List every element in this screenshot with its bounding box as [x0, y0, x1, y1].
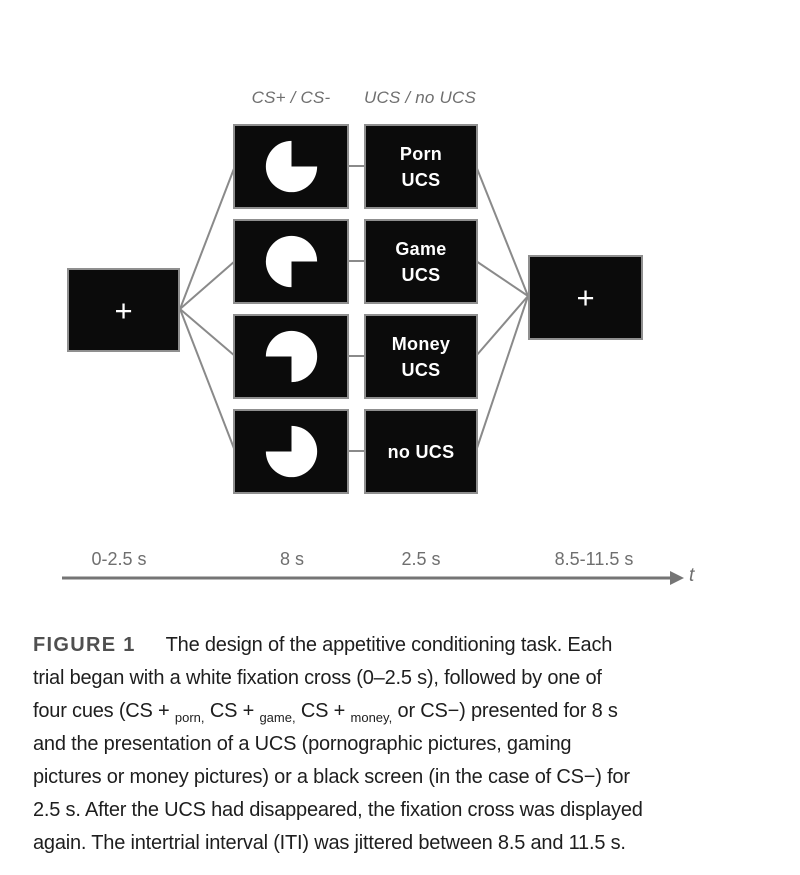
- timeline-arrow: [62, 571, 684, 585]
- caption-text-segment: CS +: [295, 700, 351, 722]
- column-header-cs: CS+ / CS-: [251, 88, 331, 107]
- caption-line: [33, 794, 793, 827]
- caption-text-segment: CS +: [204, 700, 260, 722]
- cs-cue-box: [233, 409, 349, 494]
- fixation-cross-icon: +: [576, 280, 595, 315]
- timeline-duration-label: 2.5 s: [401, 549, 441, 569]
- caption-subscript: porn,: [174, 710, 205, 725]
- left-fan-lines: [180, 166, 235, 451]
- caption-subscript: game,: [259, 710, 296, 725]
- caption-text-segment: again. The intertrial interval (ITI) was jittered between 8.5 and 11.5 s.: [33, 832, 626, 854]
- caption-text-segment: The design of the appetitive conditioning task. Each: [165, 634, 613, 656]
- caption-text-segment: trial began with a white fixation cross (0–2.5 s), followed by one of: [33, 667, 602, 689]
- time-axis-label: t: [689, 565, 695, 586]
- caption-text-segment: four cues (CS +: [33, 700, 175, 722]
- caption-line: [33, 728, 793, 761]
- ucs-outcome-label: Game UCS: [395, 238, 447, 285]
- pacman-missing-top-right-icon: [263, 138, 320, 195]
- caption-line: [33, 662, 793, 695]
- ucs-outcome-box: [364, 314, 478, 399]
- caption-line: [33, 827, 793, 860]
- fixation-screen-right: [528, 255, 643, 340]
- caption-text-segment: 2.5 s. After the UCS had disappeared, the fixation cross was displayed: [33, 799, 643, 821]
- pacman-missing-top-left-icon: [263, 423, 320, 480]
- caption-subscript: money,: [350, 710, 393, 725]
- caption-line: [33, 695, 793, 728]
- caption-text-segment: pictures or money pictures) or a black screen (in the case of CS−) for: [33, 766, 630, 788]
- ucs-outcome-box: [364, 409, 478, 494]
- pacman-missing-bottom-left-icon: [263, 328, 320, 385]
- column-header-ucs: UCS / no UCS: [364, 88, 476, 107]
- cs-cue-box: [233, 124, 349, 209]
- fixation-cross-icon: +: [114, 292, 133, 328]
- caption-text-segment: or CS−) presented for 8 s: [392, 700, 618, 722]
- ucs-outcome-label: no UCS: [387, 441, 455, 462]
- timeline-duration-label: 0-2.5 s: [91, 549, 147, 569]
- pacman-missing-bottom-right-icon: [263, 233, 320, 290]
- ucs-outcome-box: [364, 124, 478, 209]
- figure-number-label: FIGURE 1: [33, 634, 136, 656]
- ucs-outcome-label: Porn UCS: [399, 143, 443, 190]
- ucs-outcome-label: Money UCS: [391, 333, 451, 380]
- cs-cue-box: [233, 314, 349, 399]
- cs-cue-box: [233, 219, 349, 304]
- figure-caption: [33, 629, 793, 860]
- caption-line: [33, 761, 793, 794]
- fixation-screen-left: [67, 268, 180, 352]
- timeline-duration-label: 8 s: [279, 549, 305, 569]
- timeline-duration-label: 8.5-11.5 s: [554, 549, 634, 569]
- ucs-outcome-box: [364, 219, 478, 304]
- right-fan-lines: [476, 166, 528, 451]
- caption-line: [33, 629, 793, 662]
- caption-text-segment: and the presentation of a UCS (pornographic pictures, gaming: [33, 733, 572, 755]
